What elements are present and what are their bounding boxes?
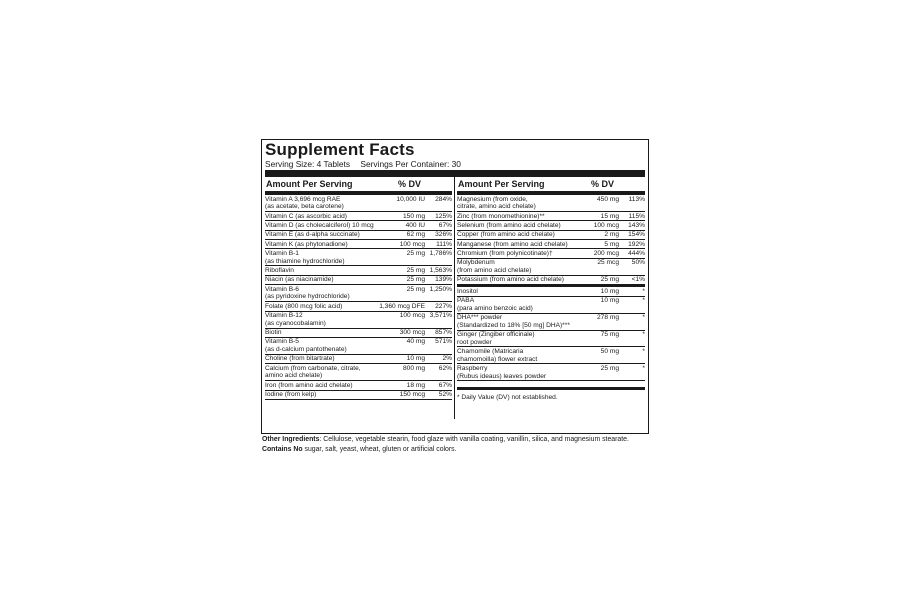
nutrient-row	[265, 240, 452, 249]
nutrient-name: DHA*** powder (Standardized to 18% [50 mg] DHA)***	[457, 314, 570, 329]
nutrient-row	[265, 312, 452, 329]
nutrient-dv: 1,563%	[429, 267, 452, 275]
nutrient-row	[265, 381, 452, 390]
nutrient-amount: 25 mcg	[597, 259, 619, 267]
nutrient-columns	[265, 177, 645, 419]
nutrient-name: Vitamin B-12 (as cyanocobalamin)	[265, 312, 326, 327]
dv-header: % DV	[397, 179, 421, 189]
nutrient-name: Vitamin A 3,696 mcg RAE (as acetate, beta carotene)	[265, 195, 344, 211]
nutrient-name: Selenium (from amino acid chelate)	[457, 221, 561, 229]
nutrient-name: Manganese (from amino acid chelate)	[457, 240, 568, 248]
nutrient-name: Vitamin D (as cholecalciferol) 10 mcg	[265, 221, 374, 229]
supplement-facts-panel	[261, 139, 649, 434]
panel-title: Supplement Facts	[265, 140, 415, 159]
amount-header: Amount Per Serving	[458, 179, 545, 189]
nutrient-dv: 326%	[435, 231, 452, 239]
nutrient-name: Chamomile (Matricaria chamomoilla) flower extract	[457, 348, 538, 363]
nutrient-name: Biotin	[265, 329, 282, 337]
nutrient-name: Vitamin B-5 (as d-calcium pantothenate)	[265, 338, 347, 354]
nutrient-name: Calcium (from carbonate, citrate, amino acid chelate)	[265, 364, 361, 380]
thick-divider	[265, 170, 645, 177]
nutrient-name: Raspberry (Rubus ideaus) leaves powder	[457, 365, 547, 380]
nutrient-name: Potassium (from amino acid chelate)	[457, 276, 565, 284]
servings-per-container: Servings Per Container: 30	[360, 159, 461, 169]
nutrient-dv: 125%	[435, 212, 452, 220]
nutrient-amount: 40 mg	[406, 338, 425, 346]
nutrient-row	[457, 287, 645, 296]
nutrient-name: Choline (from bitartrate)	[265, 355, 335, 363]
nutrient-dv: 154%	[628, 231, 645, 239]
nutrient-name: Molybdenum (from amino acid chelate)	[457, 259, 532, 275]
nutrient-amount: 25 mg	[406, 267, 425, 275]
left-rows	[265, 195, 452, 400]
nutrient-row	[265, 329, 452, 338]
nutrient-dv: 143%	[628, 221, 645, 229]
other-ingredients-text: : Cellulose, vegetable stearin, food glaze with vanilla coating, vanillin, silica, and magnesium stearate.	[319, 436, 629, 443]
nutrient-amount: 100 mcg	[399, 240, 425, 248]
nutrient-amount: 1,360 mcg DFE	[379, 302, 425, 310]
nutrient-amount: 100 mcg	[593, 221, 619, 229]
nutrient-dv: 857%	[435, 329, 452, 337]
nutrient-row	[457, 231, 645, 240]
nutrient-amount: 10,000 IU	[396, 195, 425, 203]
nutrient-dv: *	[642, 287, 645, 295]
nutrient-row	[265, 195, 452, 212]
nutrient-row	[265, 221, 452, 230]
nutrient-dv: 1,786%	[429, 250, 452, 258]
nutrient-amount: 800 mg	[403, 364, 425, 372]
nutrient-dv: 62%	[438, 364, 452, 372]
nutrient-amount: 18 mg	[406, 381, 425, 389]
nutrient-dv: 227%	[435, 302, 452, 310]
nutrient-amount: 150 mg	[403, 212, 425, 220]
nutrient-row	[265, 338, 452, 355]
right-rows	[457, 195, 645, 381]
nutrient-name: Ginger (Zingiber officinale) root powder	[457, 331, 535, 346]
nutrient-amount: 5 mg	[604, 240, 619, 248]
nutrient-dv: *	[642, 365, 645, 373]
dv-footnote: * Daily Value (DV) not established.	[457, 387, 645, 402]
nutrient-amount: 400 IU	[405, 221, 425, 229]
nutrient-amount: 62 mg	[406, 231, 425, 239]
nutrient-amount: 278 mg	[597, 314, 619, 322]
nutrient-dv: 50%	[631, 259, 645, 267]
nutrient-dv: 139%	[435, 276, 452, 284]
nutrient-row	[265, 391, 452, 400]
nutrient-name: Copper (from amino acid chelate)	[457, 231, 555, 239]
nutrient-row	[457, 212, 645, 221]
nutrient-amount: 10 mg	[406, 355, 425, 363]
nutrient-dv: *	[642, 348, 645, 356]
right-column	[455, 177, 645, 419]
nutrient-row	[265, 212, 452, 221]
serving-info	[265, 159, 645, 169]
nutrient-dv: 113%	[628, 195, 645, 203]
nutrient-dv: 284%	[435, 195, 452, 203]
nutrient-row	[265, 364, 452, 381]
nutrient-dv: 571%	[435, 338, 452, 346]
nutrient-name: Iron (from amino acid chelate)	[265, 381, 353, 389]
nutrient-row	[265, 266, 452, 275]
nutrient-amount: 15 mg	[600, 212, 619, 220]
nutrient-row	[457, 331, 645, 348]
nutrient-amount: 25 mg	[406, 276, 425, 284]
nutrient-dv: 192%	[628, 240, 645, 248]
nutrient-dv: 67%	[438, 381, 452, 389]
nutrient-dv: 3,571%	[429, 312, 452, 320]
nutrient-row	[457, 240, 645, 249]
nutrient-name: Riboflavin	[265, 267, 294, 275]
nutrient-amount: 25 mg	[600, 365, 619, 373]
nutrient-row	[265, 285, 452, 302]
nutrient-row	[457, 364, 645, 381]
nutrient-row	[457, 347, 645, 364]
nutrient-amount: 150 mcg	[399, 391, 425, 399]
nutrient-amount: 10 mg	[600, 297, 619, 305]
nutrient-name: PABA (para amino benzoic acid)	[457, 297, 533, 312]
nutrient-amount: 100 mcg	[399, 312, 425, 320]
dv-header: % DV	[590, 179, 614, 189]
contains-no-text: sugar, salt, yeast, wheat, gluten or artificial colors.	[302, 445, 457, 453]
nutrient-row	[265, 355, 452, 364]
contains-no-label: Contains No	[262, 445, 303, 453]
amount-header: Amount Per Serving	[266, 179, 353, 189]
nutrient-row	[265, 276, 452, 285]
nutrient-amount: 25 mg	[600, 276, 619, 284]
nutrient-dv: 115%	[628, 212, 645, 220]
nutrient-row	[457, 249, 645, 258]
nutrient-dv: *	[642, 314, 645, 322]
left-column	[265, 177, 455, 419]
nutrient-dv: 444%	[628, 250, 645, 258]
nutrient-dv: 111%	[436, 240, 452, 248]
nutrient-amount: 50 mg	[600, 348, 619, 356]
nutrient-row	[457, 259, 645, 276]
nutrient-name: Folate (800 mcg folic acid)	[265, 302, 343, 310]
nutrient-amount: 450 mg	[597, 195, 619, 203]
nutrient-name: Iodine (from kelp)	[265, 391, 317, 399]
serving-size: Serving Size: 4 Tablets	[265, 159, 351, 169]
nutrient-row	[265, 231, 452, 240]
nutrient-dv: <1%	[631, 276, 645, 284]
nutrient-row	[457, 314, 645, 331]
nutrient-row	[457, 221, 645, 230]
nutrient-name: Zinc (from monomethionine)**	[457, 212, 545, 220]
nutrient-amount: 25 mg	[406, 250, 425, 258]
nutrient-dv: *	[642, 297, 645, 305]
nutrient-dv: 52%	[438, 391, 452, 399]
nutrient-name: Vitamin E (as d-alpha succinate)	[265, 231, 360, 239]
nutrient-name: Magnesium (from oxide, citrate, amino acid chelate)	[457, 195, 536, 211]
nutrient-dv: *	[642, 331, 645, 339]
nutrient-row	[265, 249, 452, 266]
nutrient-name: Vitamin B-6 (as pyridoxine hydrochloride)	[265, 285, 350, 301]
nutrient-amount: 300 mcg	[399, 329, 425, 337]
nutrient-amount: 2 mg	[604, 231, 619, 239]
nutrient-name: Chromium (from polynicotinate)†	[457, 250, 553, 258]
nutrient-name: Vitamin K (as phytonadione)	[265, 240, 348, 248]
other-ingredients-label: Other Ingredients	[262, 436, 320, 443]
column-header	[457, 177, 645, 195]
nutrient-name: Vitamin C (as ascorbic acid)	[265, 212, 347, 220]
nutrient-dv: 67%	[438, 221, 452, 229]
nutrient-name: Inositol	[457, 287, 478, 295]
nutrient-row	[457, 297, 645, 314]
nutrient-row	[457, 276, 645, 287]
nutrient-name: Niacin (as niacinamide)	[265, 276, 334, 284]
nutrient-row	[265, 302, 452, 311]
other-ingredients	[262, 435, 652, 454]
nutrient-amount: 75 mg	[600, 331, 619, 339]
nutrient-dv: 1,250%	[429, 285, 452, 293]
nutrient-amount: 10 mg	[600, 287, 619, 295]
nutrient-amount: 25 mg	[406, 285, 425, 293]
nutrient-dv: 2%	[442, 355, 452, 363]
column-header	[265, 177, 452, 195]
nutrient-name: Vitamin B-1 (as thiamine hydrochloride)	[265, 250, 345, 265]
nutrient-amount: 200 mcg	[593, 250, 619, 258]
nutrient-row	[457, 195, 645, 212]
